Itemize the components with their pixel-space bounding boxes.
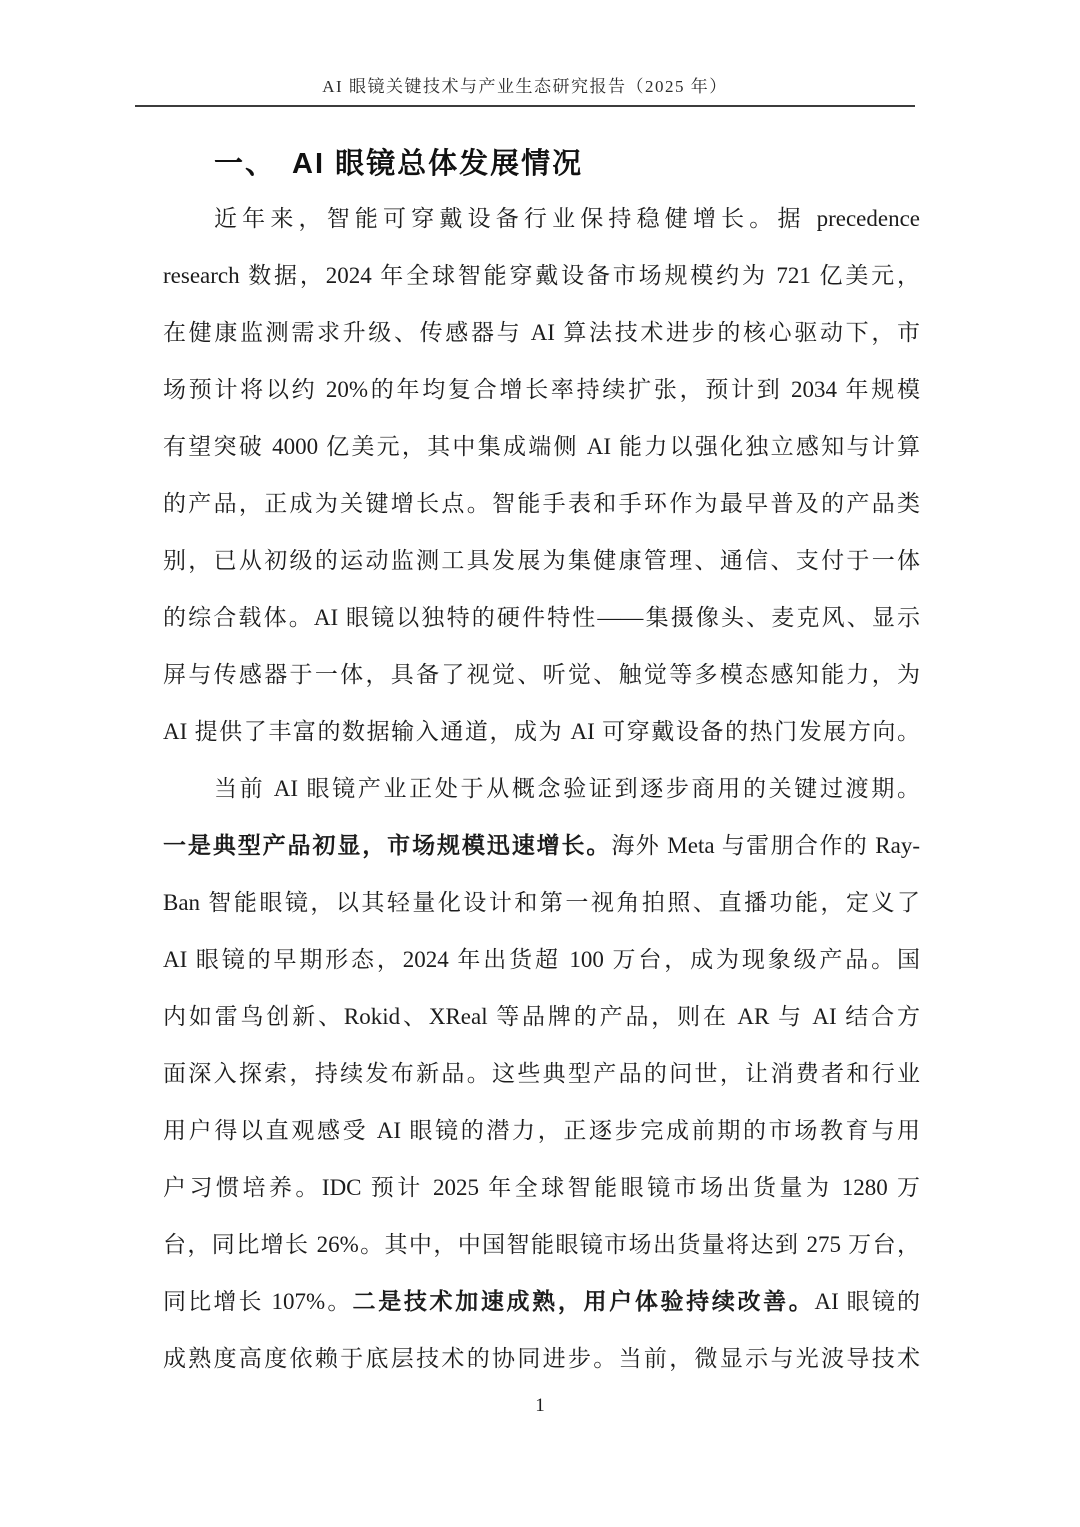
page-header <box>135 72 915 107</box>
text-run: 的综合载体。AI 眼镜以独特的硬件特性——集摄像头、麦克风、显示 <box>163 605 920 630</box>
text-line <box>163 475 920 532</box>
text-run: 台，同比增长 26%。其中，中国智能眼镜市场出货量将达到 275 万台， <box>163 1232 920 1257</box>
text-run: 有望突破 4000 亿美元，其中集成端侧 AI 能力以强化独立感知与计算 <box>163 434 920 459</box>
text-line <box>163 874 920 931</box>
text-run: 户习惯培养。IDC 预计 2025 年全球智能眼镜市场出货量为 1280 万 <box>163 1175 920 1200</box>
text-run: research 数据，2024 年全球智能穿戴设备市场规模约为 721 亿美元， <box>163 263 920 288</box>
page-number: 1 <box>535 1395 545 1416</box>
text-run: 别，已从初级的运动监测工具发展为集健康管理、通信、支付于一体 <box>163 548 920 573</box>
text-run: AI 提供了丰富的数据输入通道，成为 AI 可穿戴设备的热门发展方向。 <box>163 719 920 744</box>
paragraph <box>163 190 920 760</box>
text-line <box>163 703 920 760</box>
text-run: 场预计将以约 20%的年均复合增长率持续扩张，预计到 2034 年规模 <box>163 377 920 402</box>
text-run: 海外 Meta 与雷朋合作的 Ray- <box>611 833 920 858</box>
section-numbering: 一、 <box>214 148 277 180</box>
text-line <box>163 1045 920 1102</box>
bold-text-run: 一是典型产品初显，市场规模迅速增长。 <box>163 832 612 858</box>
text-run: 在健康监测需求升级、传感器与 AI 算法技术进步的核心驱动下，市 <box>163 320 920 345</box>
text-line <box>163 532 920 589</box>
text-run: Ban 智能眼镜，以其轻量化设计和第一视角拍照、直播功能，定义了 <box>163 890 920 915</box>
text-line <box>163 247 920 304</box>
text-run: 用户得以直观感受 AI 眼镜的潜力，正逐步完成前期的市场教育与用 <box>163 1118 920 1143</box>
text-run: 屏与传感器于一体，具备了视觉、听觉、触觉等多模态感知能力，为 <box>163 662 920 687</box>
text-line <box>163 304 920 361</box>
text-line <box>163 1102 920 1159</box>
text-run: 面深入探索，持续发布新品。这些典型产品的问世，让消费者和行业 <box>163 1061 920 1086</box>
text-line <box>163 1159 920 1216</box>
section-title: AI 眼镜总体发展情况 <box>292 148 584 180</box>
text-line <box>163 361 920 418</box>
text-run: AI 眼镜的早期形态，2024 年出货超 100 万台，成为现象级产品。国 <box>163 947 920 972</box>
page-footer <box>0 1395 1080 1417</box>
text-line <box>163 1273 920 1330</box>
text-line <box>163 817 920 874</box>
body-text-block <box>163 190 920 1387</box>
text-line <box>163 190 920 247</box>
text-line <box>163 589 920 646</box>
text-run: 的产品，正成为关键增长点。智能手表和手环作为最早普及的产品类 <box>163 491 920 516</box>
text-line <box>163 646 920 703</box>
text-run: 当前 AI 眼镜产业正处于从概念验证到逐步商用的关键过渡期。 <box>214 776 920 801</box>
text-run: 成熟度高度依赖于底层技术的协同进步。当前，微显示与光波导技术 <box>163 1346 920 1371</box>
running-header-title: AI 眼镜关键技术与产业生态研究报告（2025 年） <box>322 77 728 96</box>
section-heading <box>214 144 583 184</box>
text-line <box>163 418 920 475</box>
text-line <box>163 931 920 988</box>
text-line <box>163 988 920 1045</box>
text-line <box>163 760 920 817</box>
text-line <box>163 1330 920 1387</box>
text-run: 内如雷鸟创新、Rokid、XReal 等品牌的产品，则在 AR 与 AI 结合方 <box>163 1004 920 1029</box>
text-run: 同比增长 107%。 <box>163 1289 353 1314</box>
text-line <box>163 1216 920 1273</box>
bold-text-run: 二是技术加速成熟，用户体验持续改善。 <box>352 1288 815 1314</box>
text-run: 近年来，智能可穿戴设备行业保持稳健增长。据 precedence <box>214 206 920 231</box>
paragraph <box>163 760 920 1387</box>
text-run: AI 眼镜的 <box>814 1289 920 1314</box>
